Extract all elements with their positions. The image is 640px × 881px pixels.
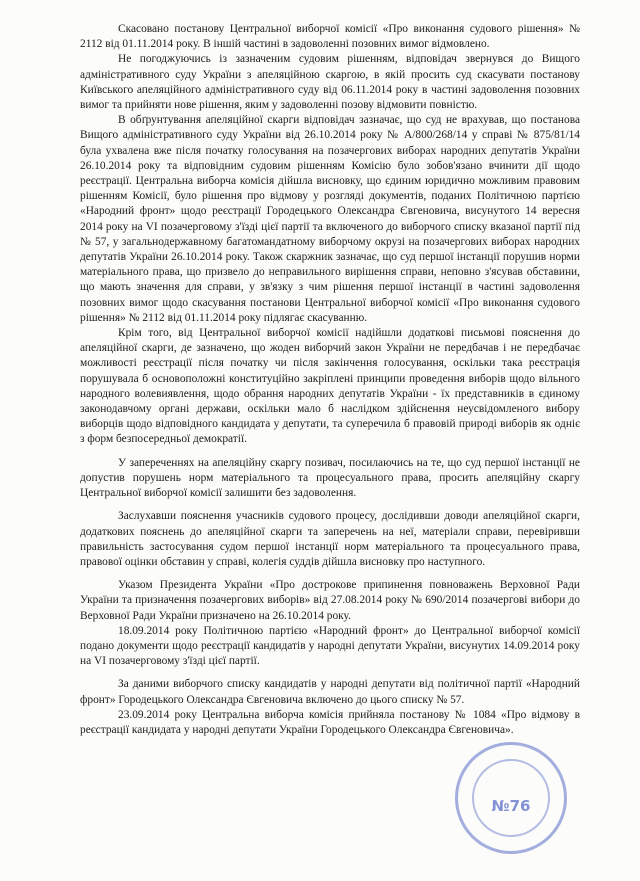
paragraph: Указом Президента України «Про дострокове припинення повноважень Верховної Ради України та призначення позачергових виборів» від 27.08.2014 року № 690/2014 позачергові вибори до Верховної Ради України призначено на 26.10.2014 року. [80, 579, 580, 622]
paragraph: Крім того, від Центральної виборчої комісії надійшли додаткові письмові пояснення до апеляційної скарги, де зазначено, що жоден виборчий закон України не передбачав і не передбачає можливості реєстрації після початку чи після закінчення голосування, оскільки така реєстрація порушувала б основоположні конституційно закріплені принципи проведення виборів щодо вільного народного волевиявлення, щодо обрання народних депутатів України - їх представників в єдиному законодавчому органі держави, оскільки мало б наслідком здійснення неусвідомленого вибору виборців щодо відповідного кандидата у депутати, та суперечила б правовій природі виборів як одніє з форм безпосередньої демократії. [80, 327, 580, 446]
official-stamp [455, 742, 567, 854]
stamp-number: №76 [491, 797, 531, 815]
paragraph: У запереченнях на апеляційну скаргу позивач, посилаючись на те, що суд першої інстанції не допустив порушень норм матеріального та процесуального права, просить апеляційну скаргу Центральної виборчої комісії залишити без задоволення. [80, 456, 580, 500]
paragraph: В обґрунтування апеляційної скарги відповідач зазначає, що суд не врахував, що постанова Вищого адміністративного суду України від 26.10.2014 року № А/800/268/14 у справі № 875/81/14 була ухвалена вже після початку голосування на позачергових виборах народних депутатів України 26.10.2014 року та відповідним судовим рішенням Комісію було зобов'язано вчинити дії щодо реєстрації. Центральна виборча комісія дійшла висновку, що єдиним юридично можливим правовим рішенням Комісії, було рішення про відмову у розгляді документів, поданих Політичною партією «Народний фронт» щодо реєстрації Городецького Олександра Євгеновича, висунутого 14 вересня 2014 року на VI позачерговому з'їзді цієї партії та включеного до виборчого списку вказаної партії під № 57, у загальнодержавному багатомандатному виборчому окрузі на позачергових виборах народних депутатів України 26.10.2014 року. Також скаржник зазначає, що суд першої інстанції порушив норми матеріального права, що призвело до неправильного вирішення справи, неповно з'ясував обставини, що мають значення для справи, у зв'язку з чим рішення першої інстанції в частині задоволення позовних вимог щодо скасування постанови Центральної виборчої комісії «Про виконання судового рішення» № 2112 від 01.11.2014 року підлягає скасуванню. [80, 114, 580, 324]
paragraph: 18.09.2014 року Політичною партією «Народний фронт» до Центральної виборчої комісії подано документи щодо реєстрації кандидатів у народні депутати України, висунутих 14.09.2014 року на VI позачерговому з'їзді цієї партії. [80, 624, 580, 668]
paragraph: Заслухавши пояснення учасників судового процесу, дослідивши доводи апеляційної скарги, додаткових пояснень до апеляційної скарги та заперечень на неї, матеріали справи, перевіривши правильність застосування судом першої інстанції норм матеріального та процесуального права, правової оцінки обставин у справі, колегія суддів дійшла висновку про наступного. [80, 510, 580, 568]
paragraph: 23.09.2014 року Центральна виборча комісія прийняла постанову № 1084 «Про відмову в реєстрації кандидата у народні депутати України Городецького Олександра Євгеновича». [80, 708, 580, 736]
paragraph: Не погоджуючись із зазначеним судовим рішенням, відповідач звернувся до Вищого адміністративного суду України з апеляційною скаргою, в якій просить суд скасувати постанову Київського апеляційного адміністративного суду від 06.11.2014 року в частині задоволення позовних вимог та прийняти нове рішення, яким у задоволенні позову відмовити повністю. [80, 53, 580, 112]
paragraph: Скасовано постанову Центральної виборчої комісії «Про виконання судового рішення» № 2112 від 01.11.2014 року. В іншій частині в задоволенні позовних вимог відмовлено. [80, 23, 580, 51]
paragraph: За даними виборчого списку кандидатів у народні депутати від політичної партії «Народний фронт» Городецького Олександра Євгеновича включено до цього списку № 57. [80, 678, 580, 706]
